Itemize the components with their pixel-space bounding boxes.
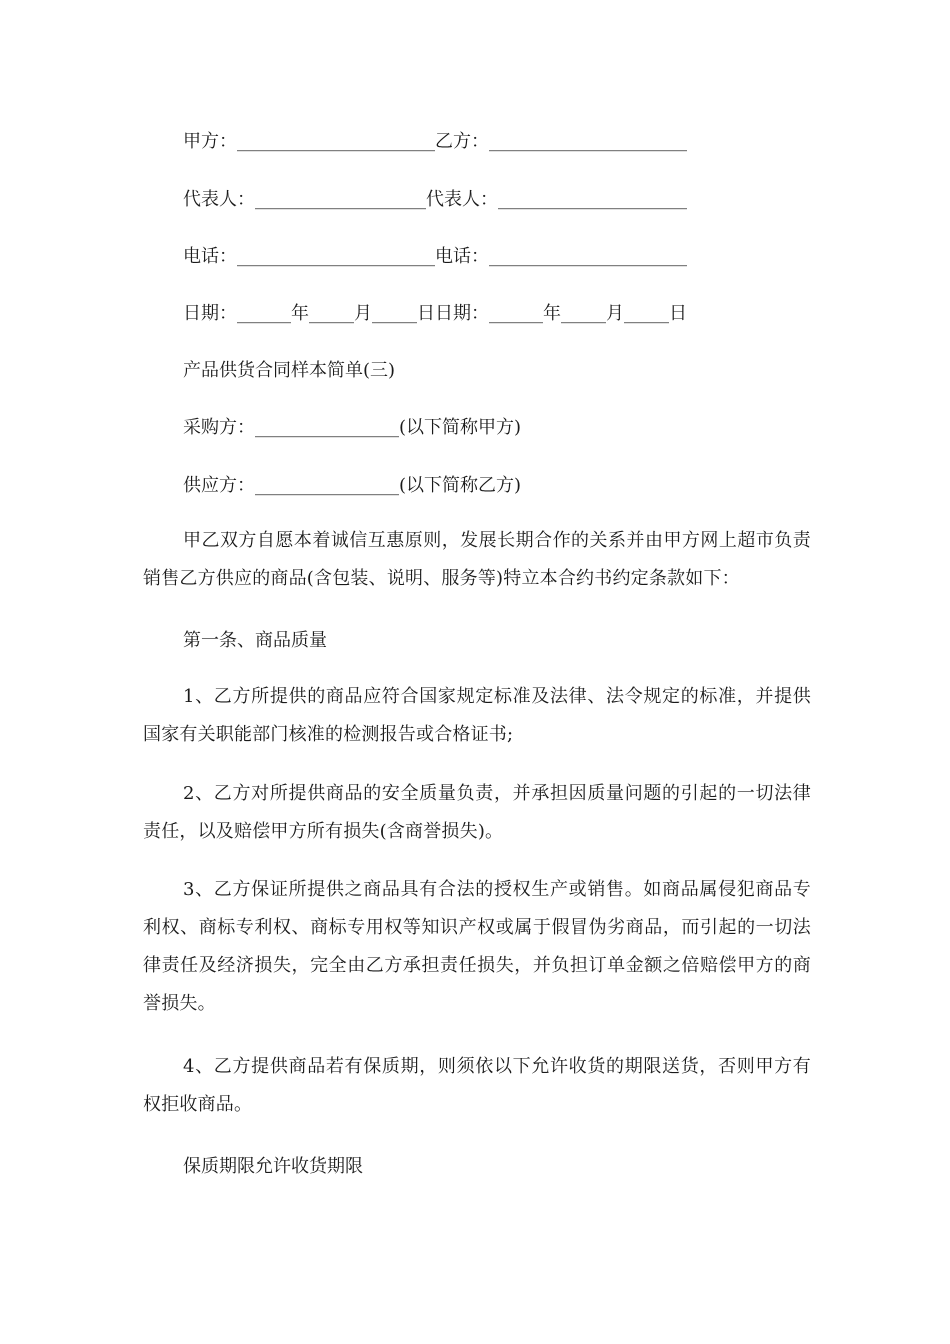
- clause-4: 4、乙方提供商品若有保质期，则须依以下允许收货的期限送货，否则甲方有权拒收商品。: [143, 1056, 811, 1115]
- clause-2: 2、乙方对所提供商品的安全质量负责，并承担因质量问题的引起的一切法律责任，以及赔偿甲方所有损失(含商誉损失)。: [143, 783, 811, 842]
- shelf-life-heading: 保质期限允许收货期限: [183, 1156, 363, 1177]
- clause-3: 3、乙方保证所提供之商品具有合法的授权生产或销售。如商品属侵犯商品专利权、商标专利权、商标专用权等知识产权或属于假冒伪劣商品，而引起的一切法律责任及经济损失，完全由乙方承担责任损失，并负担订单金额之倍赔偿甲方的商誉损失。: [143, 879, 811, 1014]
- clause-1: 1、乙方所提供的商品应符合国家规定标准及法律、法令规定的标准，并提供国家有关职能部门核准的检测报告或合格证书;: [143, 686, 811, 745]
- party-line: 甲方：______________________乙方：______________________: [183, 131, 687, 152]
- supplier-line: 供应方：________________(以下简称乙方): [183, 475, 522, 496]
- buyer-line: 采购方：________________(以下简称甲方): [183, 417, 522, 438]
- contract-title: 产品供货合同样本简单(三): [183, 360, 396, 381]
- date-line: 日期：______年_____月_____日日期：______年_____月_____日: [183, 303, 687, 324]
- representative-line: 代表人：___________________代表人：_____________________: [183, 189, 687, 210]
- phone-line: 电话：______________________电话：______________________: [183, 246, 687, 267]
- intro-paragraph: 甲乙双方自愿本着诚信互惠原则，发展长期合作的关系并由甲方网上超市负责销售乙方供应的商品(含包装、说明、服务等)特立本合约书约定条款如下：: [143, 530, 811, 589]
- article-1-heading: 第一条、商品质量: [183, 630, 327, 651]
